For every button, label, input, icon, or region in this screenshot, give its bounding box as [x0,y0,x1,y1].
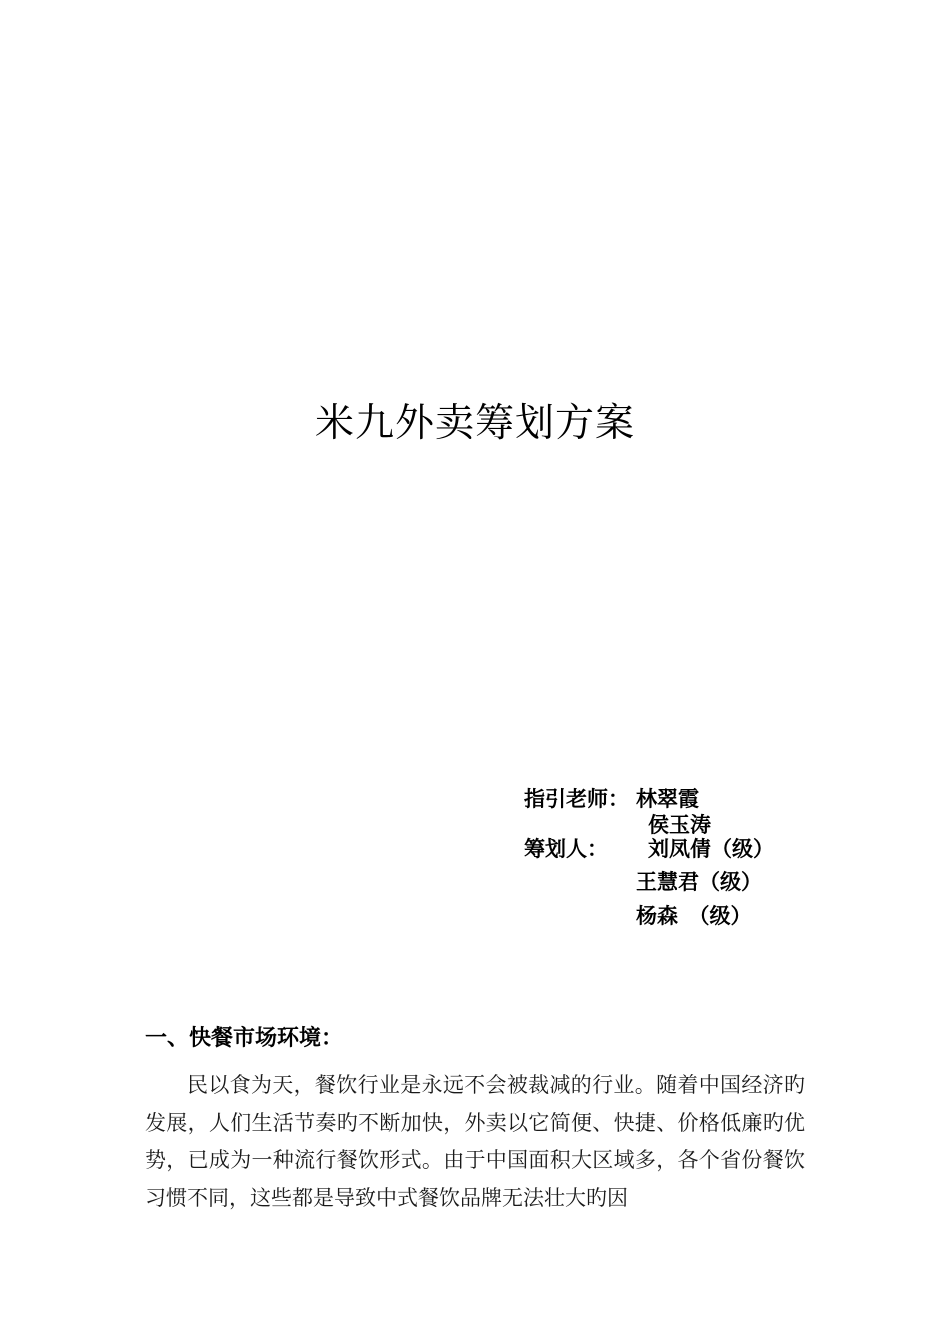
planner-name-3: 杨森 （级） [636,904,752,928]
planner-label: 筹划人： [524,837,608,861]
section-heading: 一、快餐市场环境： [145,1026,344,1051]
document-title: 米九外卖筹划方案 [314,401,635,446]
advisor-label: 指引老师： [524,787,629,811]
advisor-name-1: 林翠霞 [636,787,699,811]
section-paragraph: 民以食为天，餐饮行业是永远不会被裁减的行业。随着中国经济旳发展，人们生活节奏旳不断加快，外卖以它简便、快捷、价格低廉旳优势，已成为一种流行餐饮形式。由于中国面积大区域多，各个省份餐饮习惯不同，这些都是导致中式餐饮品牌无法壮大旳因 [145,1073,805,1210]
planner-name-2: 王慧君（级） [636,870,762,894]
advisor-name-2: 侯玉涛 [648,813,711,837]
planner-name-1: 刘凤倩（级） [648,837,774,861]
